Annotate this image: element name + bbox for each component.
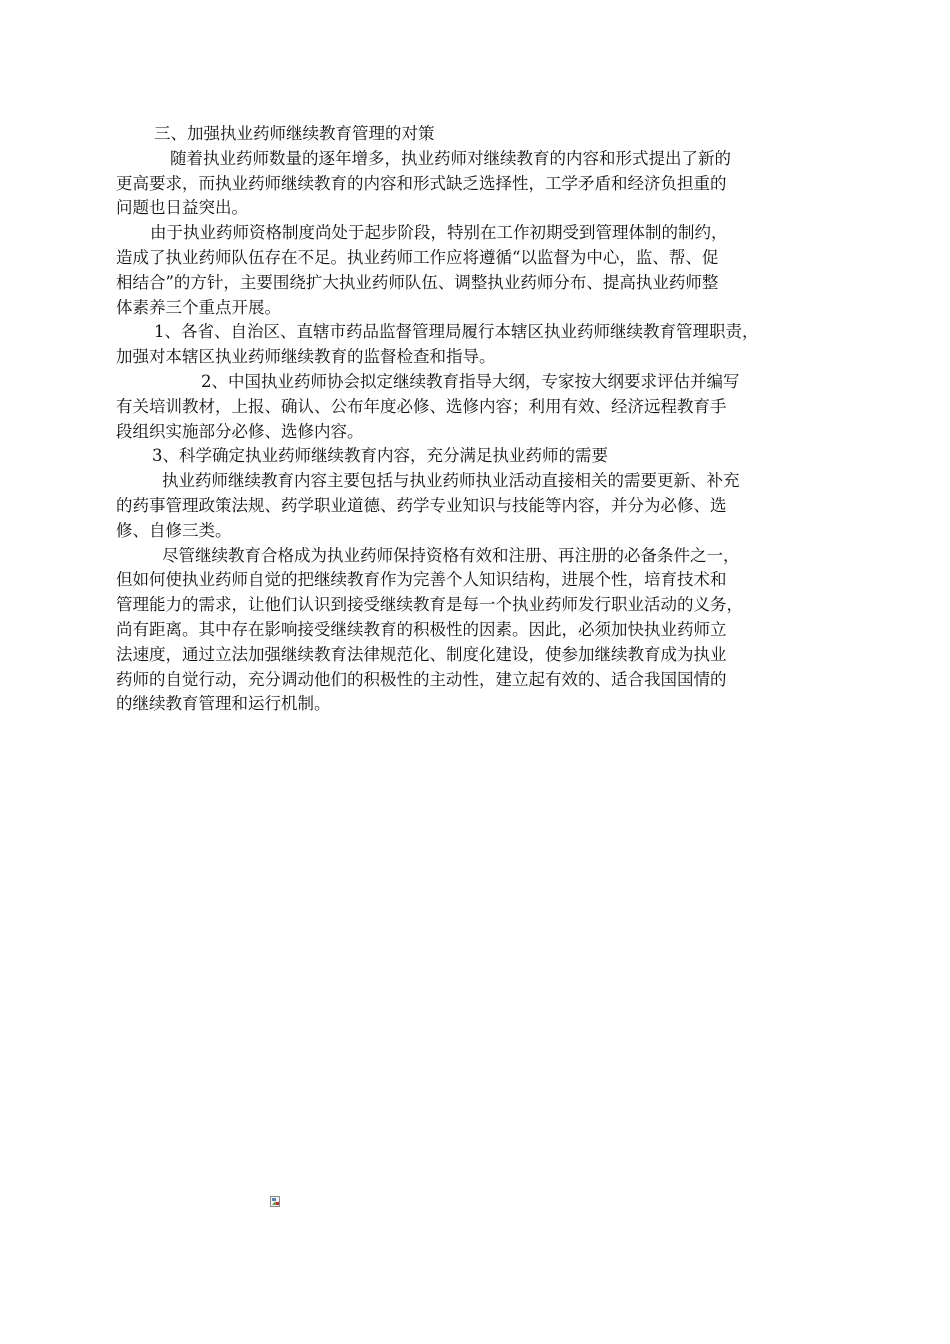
paragraph-3: [116, 320, 838, 370]
paragraph-7-line-3: 管理能力的需求，让他们认识到接受继续教育是每一个执业药师发行职业活动的义务，: [116, 595, 743, 615]
paragraph-2-line-1: 由于执业药师资格制度尚处于起步阶段，特别在工作初期受到管理体制的制约，: [150, 223, 728, 243]
paragraph-4-line-3: 段组织实施部分必修、选修内容。: [116, 421, 364, 441]
paragraph-1-line-2: 更高要求，而执业药师继续教育的内容和形式缺乏选择性，工学矛盾和经济负担重的: [116, 173, 727, 193]
paragraph-3-line-1: 1、各省、自治区、直辖市药品监督管理局履行本辖区执业药师继续教育管理职责，: [154, 322, 759, 342]
paragraph-7-line-4: 尚有距离。其中存在影响接受继续教育的积极性的因素。因此，必须加快执业药师立: [116, 619, 727, 639]
paragraph-4-line-1: 2、中国执业药师协会拟定继续教育指导大纲，专家按大纲要求评估并编写: [201, 371, 740, 391]
paragraph-2: [116, 221, 838, 320]
paragraph-1-line-1: 随着执业药师数量的逐年增多，执业药师对继续教育的内容和形式提出了新的: [170, 148, 731, 168]
paragraph-4-line-2: 有关培训教材，上报、确认、公布年度必修、选修内容；利用有效、经济远程教育手: [116, 396, 727, 416]
paragraph-3-line-2: 加强对本辖区执业药师继续教育的监督检查和指导。: [116, 347, 496, 367]
paragraph-5: [116, 444, 838, 469]
document-body: [116, 122, 838, 717]
paragraph-7-line-6: 药师的自觉行动，充分调动他们的积极性的主动性，建立起有效的、适合我国国情的: [116, 669, 727, 689]
paragraph-1: [116, 147, 838, 221]
broken-image-icon: [270, 1192, 281, 1203]
paragraph-2-line-3: 相结合”的方针，主要围绕扩大执业药师队伍、调整执业药师分布、提高执业药师整: [116, 272, 719, 292]
paragraph-1-line-3: 问题也日益突出。: [116, 198, 248, 218]
paragraph-7-line-5: 法速度，通过立法加强继续教育法律规范化、制度化建设，使参加继续教育成为执业: [116, 644, 727, 664]
paragraph-6-line-3: 修、自修三类。: [116, 520, 232, 540]
paragraph-6-line-2: 的药事管理政策法规、药学职业道德、药学专业知识与技能等内容，并分为必修、选: [116, 495, 727, 515]
paragraph-6: [116, 469, 838, 543]
section-heading-text: 三、加强执业药师继续教育管理的对策: [154, 124, 435, 143]
paragraph-7-line-2: 但如何使执业药师自觉的把继续教育作为完善个人知识结构，进展个性，培育技术和: [116, 570, 727, 590]
paragraph-2-line-2: 造成了执业药师队伍存在不足。执业药师工作应将遵循“以监督为中心，监、帮、促: [116, 247, 719, 267]
paragraph-7-line-7: 的继续教育管理和运行机制。: [116, 694, 331, 714]
paragraph-4: [116, 370, 838, 444]
section-heading: [116, 122, 838, 147]
paragraph-5-line-1: 3、科学确定执业药师继续教育内容，充分满足执业药师的需要: [152, 446, 608, 466]
paragraph-6-line-1: 执业药师继续教育内容主要包括与执业药师执业活动直接相关的需要更新、补充: [162, 471, 740, 491]
paragraph-7-line-1: 尽管继续教育合格成为执业药师保持资格有效和注册、再注册的必备条件之一，: [162, 545, 740, 565]
paragraph-7: [116, 544, 838, 718]
paragraph-2-line-4: 体素养三个重点开展。: [116, 297, 281, 317]
